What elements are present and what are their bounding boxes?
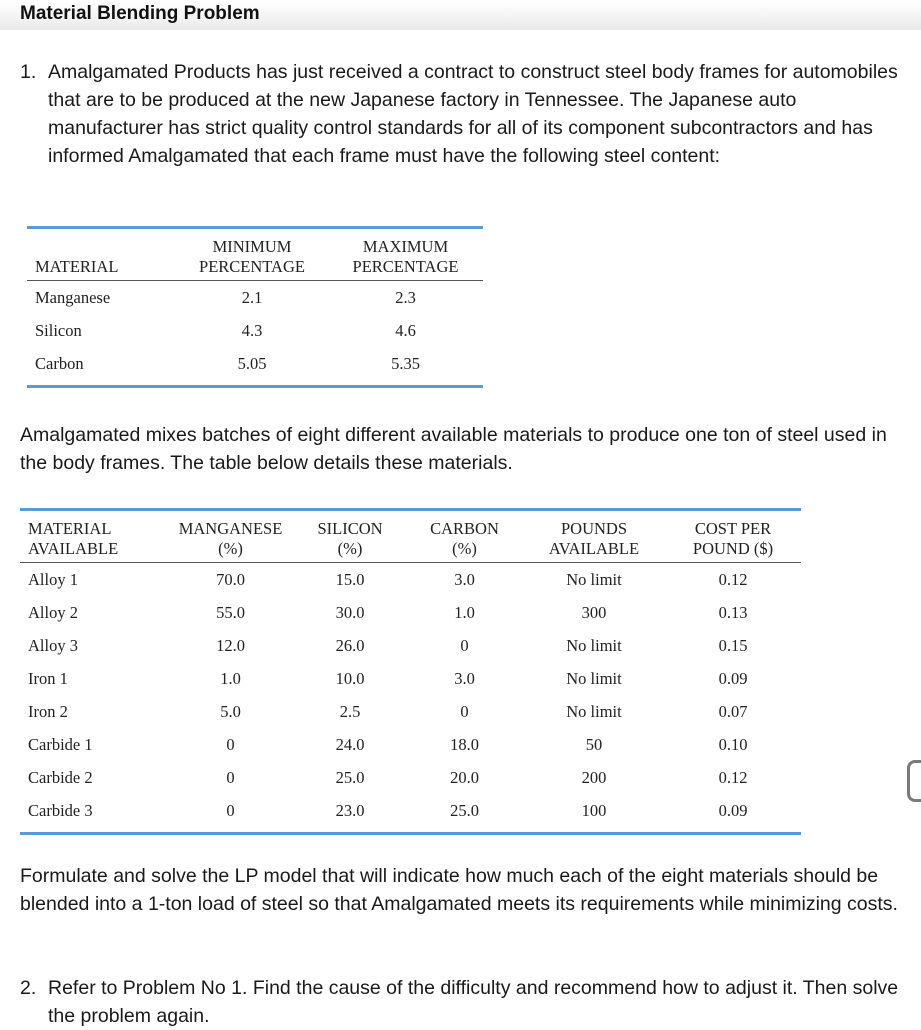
cell-silicon: 23.0 <box>335 800 365 820</box>
cell-carbon: 0 <box>460 635 469 655</box>
cell-pounds: No limit <box>566 701 622 721</box>
table-row <box>20 794 801 834</box>
cell-material: Carbon <box>35 353 84 373</box>
cell-cost: 0.13 <box>718 602 748 622</box>
cell-silicon: 24.0 <box>335 734 365 754</box>
table-row <box>20 728 801 761</box>
cell-material: Alloy 1 <box>28 569 78 589</box>
cell-silicon: 15.0 <box>335 569 365 589</box>
cell-material: Iron 1 <box>28 668 68 688</box>
cell-carbon: 0 <box>460 701 469 721</box>
cell-min: 4.3 <box>241 320 263 340</box>
problem-1-number: 1. <box>20 61 37 83</box>
cell-cost: 0.12 <box>718 767 748 787</box>
problem-2-number: 2. <box>20 977 37 999</box>
problem-1 <box>20 58 900 170</box>
col-header-silicon: SILICON (%) <box>294 510 406 563</box>
col-header-material: MATERIAL <box>27 228 176 281</box>
cell-material: Carbide 3 <box>28 800 93 820</box>
table-row <box>27 347 483 387</box>
cell-manganese: 0 <box>226 800 235 820</box>
cell-cost: 0.09 <box>718 800 748 820</box>
cell-manganese: 55.0 <box>216 602 245 622</box>
steel-content-table <box>27 226 483 388</box>
cell-carbon: 3.0 <box>454 668 475 688</box>
cell-pounds: No limit <box>566 668 622 688</box>
cell-silicon: 25.0 <box>335 767 365 787</box>
cell-min: 5.05 <box>237 353 267 373</box>
col-header-carbon: CARBON (%) <box>406 510 523 563</box>
table-row <box>27 281 483 315</box>
cell-carbon: 3.0 <box>454 569 475 589</box>
table-row <box>20 596 801 629</box>
cell-silicon: 26.0 <box>335 635 365 655</box>
cell-max: 5.35 <box>391 353 420 373</box>
cell-cost: 0.09 <box>718 668 748 688</box>
cell-material: Manganese <box>35 287 111 307</box>
col-header-minimum: MINIMUM PERCENTAGE <box>176 228 328 281</box>
materials-table <box>20 508 801 835</box>
cell-pounds: 300 <box>581 602 607 622</box>
col-header-manganese: MANGANESE (%) <box>167 510 294 563</box>
cell-silicon: 30.0 <box>335 602 365 622</box>
col-header-maximum: MAXIMUM PERCENTAGE <box>328 228 483 281</box>
cell-manganese: 70.0 <box>216 569 245 589</box>
table-row <box>20 761 801 794</box>
cell-material: Alloy 3 <box>28 635 78 655</box>
cell-manganese: 12.0 <box>216 635 245 655</box>
side-scroll-handle[interactable] <box>907 760 921 802</box>
cell-pounds: 200 <box>581 767 607 787</box>
table-row <box>20 662 801 695</box>
cell-pounds: 100 <box>581 800 607 820</box>
col-header-cost-per-pound: COST PER POUND ($) <box>665 510 801 563</box>
cell-material: Silicon <box>35 320 82 340</box>
cell-cost: 0.07 <box>718 701 748 721</box>
cell-cost: 0.15 <box>718 635 748 655</box>
paragraph-materials-intro: Amalgamated mixes batches of eight different available materials to produce one ton of steel used in the body frames. The table below details these materials. <box>20 424 887 474</box>
cell-cost: 0.12 <box>718 569 748 589</box>
cell-material: Carbide 1 <box>28 734 93 754</box>
cell-pounds: No limit <box>566 635 622 655</box>
cell-manganese: 0 <box>226 734 235 754</box>
cell-max: 2.3 <box>395 287 416 307</box>
cell-material: Alloy 2 <box>28 602 78 622</box>
cell-material: Carbide 2 <box>28 767 93 787</box>
problem-2-text: Refer to Problem No 1. Find the cause of the difficulty and recommend how to adjust it. Then solve the problem again. <box>48 977 899 1027</box>
cell-pounds: No limit <box>566 569 622 589</box>
paragraph-formulate: Formulate and solve the LP model that will indicate how much each of the eight materials should be blended into a 1-ton load of steel so that Amalgamated meets its requirements while minimizing costs. <box>20 865 898 915</box>
table-header-row <box>27 228 483 281</box>
cell-material: Iron 2 <box>28 701 68 721</box>
cell-pounds: 50 <box>585 734 603 754</box>
cell-manganese: 1.0 <box>220 668 241 688</box>
cell-silicon: 2.5 <box>339 701 361 721</box>
cell-carbon: 1.0 <box>454 602 475 622</box>
cell-cost: 0.10 <box>718 734 748 754</box>
cell-max: 4.6 <box>395 320 416 340</box>
cell-min: 2.1 <box>241 287 263 307</box>
table-header-row <box>20 510 801 563</box>
table-row <box>20 629 801 662</box>
col-header-material-available: MATERIAL AVAILABLE <box>20 510 167 563</box>
cell-carbon: 20.0 <box>450 767 479 787</box>
cell-carbon: 25.0 <box>450 800 479 820</box>
table-row <box>20 695 801 728</box>
cell-carbon: 18.0 <box>450 734 479 754</box>
cell-silicon: 10.0 <box>335 668 365 688</box>
problem-2 <box>20 974 900 1030</box>
cell-manganese: 5.0 <box>220 701 241 721</box>
problem-1-text: Amalgamated Products has just received a contract to construct steel body frames for automobiles that are to be produced at the new Japanese factory in Tennessee. The Japanese auto manufacturer has strict quality control standards for all of its component subcontractors and has informed Amalgamated that each frame must have the following steel content: <box>48 61 898 167</box>
cell-manganese: 0 <box>226 767 235 787</box>
page-title: Material Blending Problem <box>20 3 260 24</box>
table-row <box>20 563 801 597</box>
col-header-pounds-available: POUNDS AVAILABLE <box>523 510 665 563</box>
table-row <box>27 314 483 347</box>
